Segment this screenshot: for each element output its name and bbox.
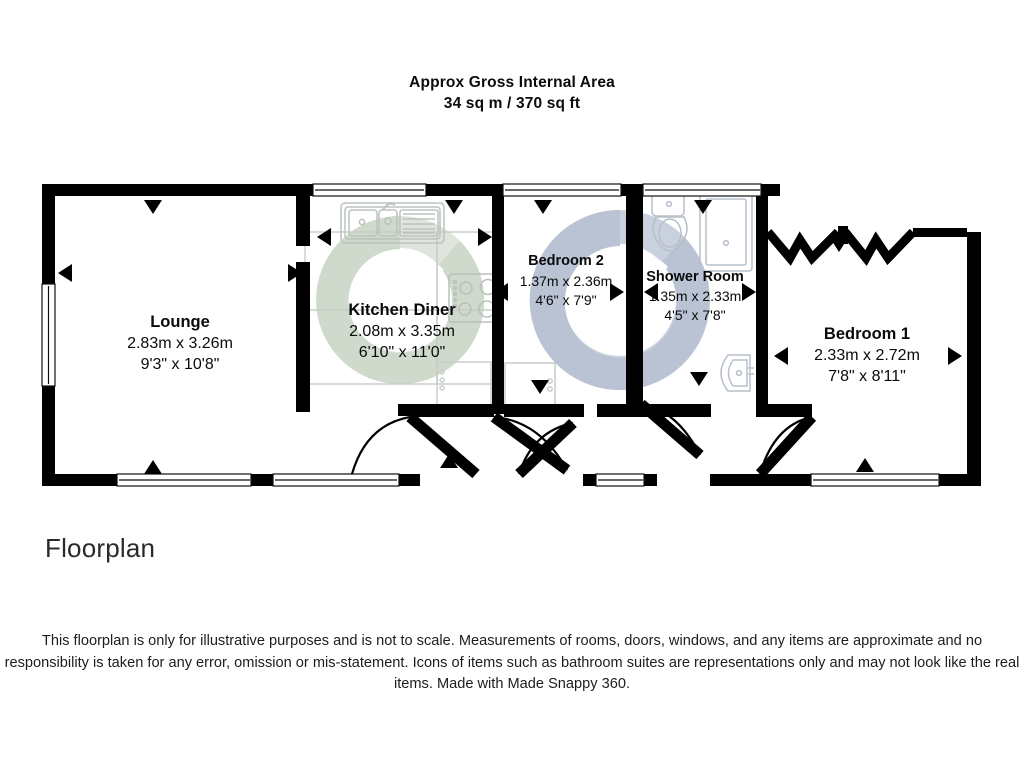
room-imperial-lounge: 9'3" x 10'8" (140, 356, 220, 373)
arrow-bed2-top (534, 200, 552, 214)
room-label-shower-room (631, 268, 759, 325)
window-hall-bottom (596, 474, 644, 486)
arrow-lounge-bottom (144, 460, 162, 474)
bedroom1-zigzag-detail (768, 226, 967, 258)
room-imperial-bedroom-2: 4'6" x 7'9" (535, 292, 597, 308)
arrow-bed1-bottom (856, 458, 874, 472)
room-imperial-shower-room: 4'5" x 7'8" (664, 307, 726, 323)
room-imperial-kitchen-diner: 6'10" x 11'0" (358, 344, 446, 361)
floorplan-title: Floorplan (45, 533, 156, 563)
arrow-bed1-left (774, 347, 788, 365)
room-label-lounge (100, 312, 260, 375)
window-lounge-bottom-2 (273, 474, 399, 486)
arrow-shower-top (694, 200, 712, 214)
room-metric-bedroom-1: 2.33m x 2.72m (814, 347, 920, 364)
window-kitchen-top (313, 184, 426, 196)
window-bedroom1-bottom (811, 474, 939, 486)
room-label-kitchen-diner (322, 300, 482, 363)
room-name-bedroom-1: Bedroom 1 (823, 325, 911, 343)
room-metric-bedroom-2: 1.37m x 2.36m (519, 273, 613, 289)
arrow-bed1-right (948, 347, 962, 365)
window-bedroom2-top (503, 184, 621, 196)
room-label-bedroom-2 (499, 251, 633, 310)
arrow-kitchen-top (445, 200, 463, 214)
room-name-shower-room: Shower Room (646, 269, 744, 285)
disclaimer-text: This floorplan is only for illustrative purposes and is not to scale. Measurements of rooms, doors, windows, and any items are approximate and no responsibility is taken for any error, omission or mis-statement. Icons of items such as bathroom suites are representations only and may not look like the real items. Made with Made Snappy 360. (4, 633, 1020, 692)
bedroom2-unit-icon (505, 363, 555, 409)
room-metric-kitchen-diner: 2.08m x 3.35m (349, 323, 455, 340)
arrow-shower-bottom (690, 372, 708, 386)
window-shower-top (643, 184, 761, 196)
room-metric-lounge: 2.83m x 3.26m (127, 335, 233, 352)
door-bedroom1 (760, 417, 812, 474)
window-lounge-bottom-1 (117, 474, 251, 486)
wash-basin-icon (721, 355, 754, 391)
arrow-lounge-top (144, 200, 162, 214)
room-label-bedroom-1 (787, 324, 947, 387)
arrow-kitchen-right (478, 228, 492, 246)
window-lounge-left (42, 284, 55, 386)
arrow-kitchen-left (317, 228, 331, 246)
area-header-line2: 34 sq m / 370 sq ft (443, 95, 581, 112)
room-imperial-bedroom-1: 7'8" x 8'11" (828, 368, 906, 385)
door-kitchen (352, 417, 476, 474)
arrow-lounge-left (58, 264, 72, 282)
arrow-bed1-top (830, 238, 848, 252)
room-name-lounge: Lounge (150, 313, 210, 331)
area-header-line1: Approx Gross Internal Area (409, 74, 615, 91)
arrow-bed2-bottom (531, 380, 549, 394)
room-name-kitchen-diner: Kitchen Diner (348, 301, 456, 319)
room-metric-shower-room: 1.35m x 2.33m (648, 288, 742, 304)
room-name-bedroom-2: Bedroom 2 (528, 253, 604, 269)
